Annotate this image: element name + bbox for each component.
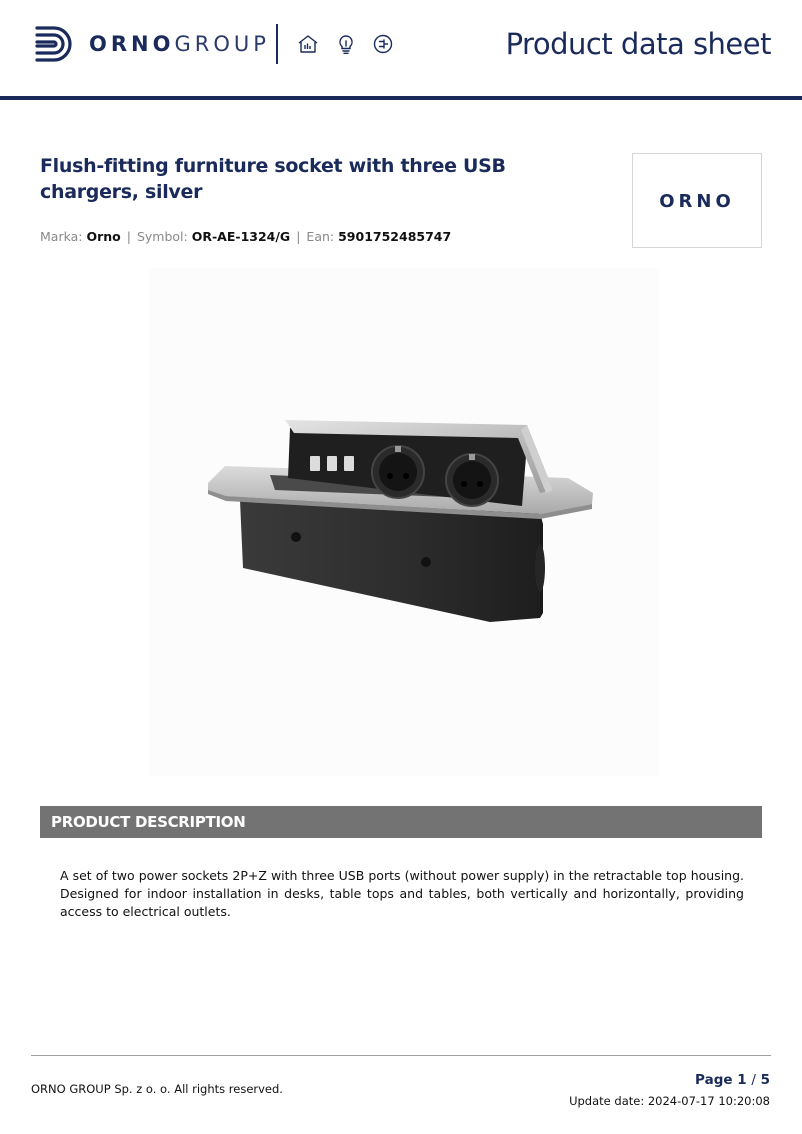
page-total: 5 — [760, 1072, 770, 1088]
update-date: Update date: 2024-07-17 10:20:08 — [569, 1094, 770, 1108]
product-description: A set of two power sockets 2P+Z with three USB ports (without power supply) in the retractable top housing. Designed for indoor installation in desks, table tops and tables, both vertically and horizontally, providing access to electrical outlets. — [60, 868, 744, 919]
brand-wordmark-bold: ORNO — [89, 32, 175, 56]
header-rule — [0, 96, 802, 100]
section-title: PRODUCT DESCRIPTION — [51, 813, 246, 831]
usb-port-icon — [310, 456, 320, 471]
power-plug-icon — [372, 33, 394, 55]
orno-logo-icon — [34, 23, 76, 65]
meta-symbol-label: Symbol: — [136, 229, 188, 244]
document-title: Product data sheet — [505, 27, 771, 61]
footer-rule — [31, 1055, 771, 1056]
meta-separator: | — [296, 229, 301, 244]
brand-logo: ORNO — [659, 191, 735, 212]
product-title: Flush-fitting furniture socket with three USB chargers, silver — [40, 155, 506, 203]
meta-ean-label: Ean: — [306, 229, 335, 244]
page-current: 1 — [737, 1072, 747, 1088]
meta-symbol-value: OR-AE-1324/G — [191, 229, 291, 244]
meta-separator: | — [126, 229, 131, 244]
page-number — [695, 1072, 770, 1088]
header-divider — [276, 24, 278, 64]
usb-port-icon — [327, 456, 337, 471]
power-socket-icon — [372, 446, 424, 498]
lightbulb-icon — [335, 33, 357, 55]
meta-brand-label: Marka: — [40, 229, 83, 244]
brand-logo-box — [632, 153, 762, 248]
meta-brand-value: Orno — [86, 229, 121, 244]
socket-illustration — [150, 268, 658, 776]
section-header-product-description — [40, 806, 762, 838]
product-image — [150, 268, 658, 776]
power-socket-icon — [446, 454, 498, 506]
smart-home-icon — [297, 33, 319, 55]
brand-wordmark-light: GROUP — [174, 32, 270, 56]
brand-wordmark — [89, 31, 270, 57]
page-header — [0, 0, 802, 100]
usb-port-icon — [344, 456, 354, 471]
page-label: Page — [695, 1072, 733, 1088]
page-separator: / — [751, 1072, 756, 1088]
meta-ean-value: 5901752485747 — [338, 229, 452, 244]
footer-copyright: ORNO GROUP Sp. z o. o. All rights reserved. — [31, 1082, 283, 1096]
product-meta — [40, 228, 451, 245]
